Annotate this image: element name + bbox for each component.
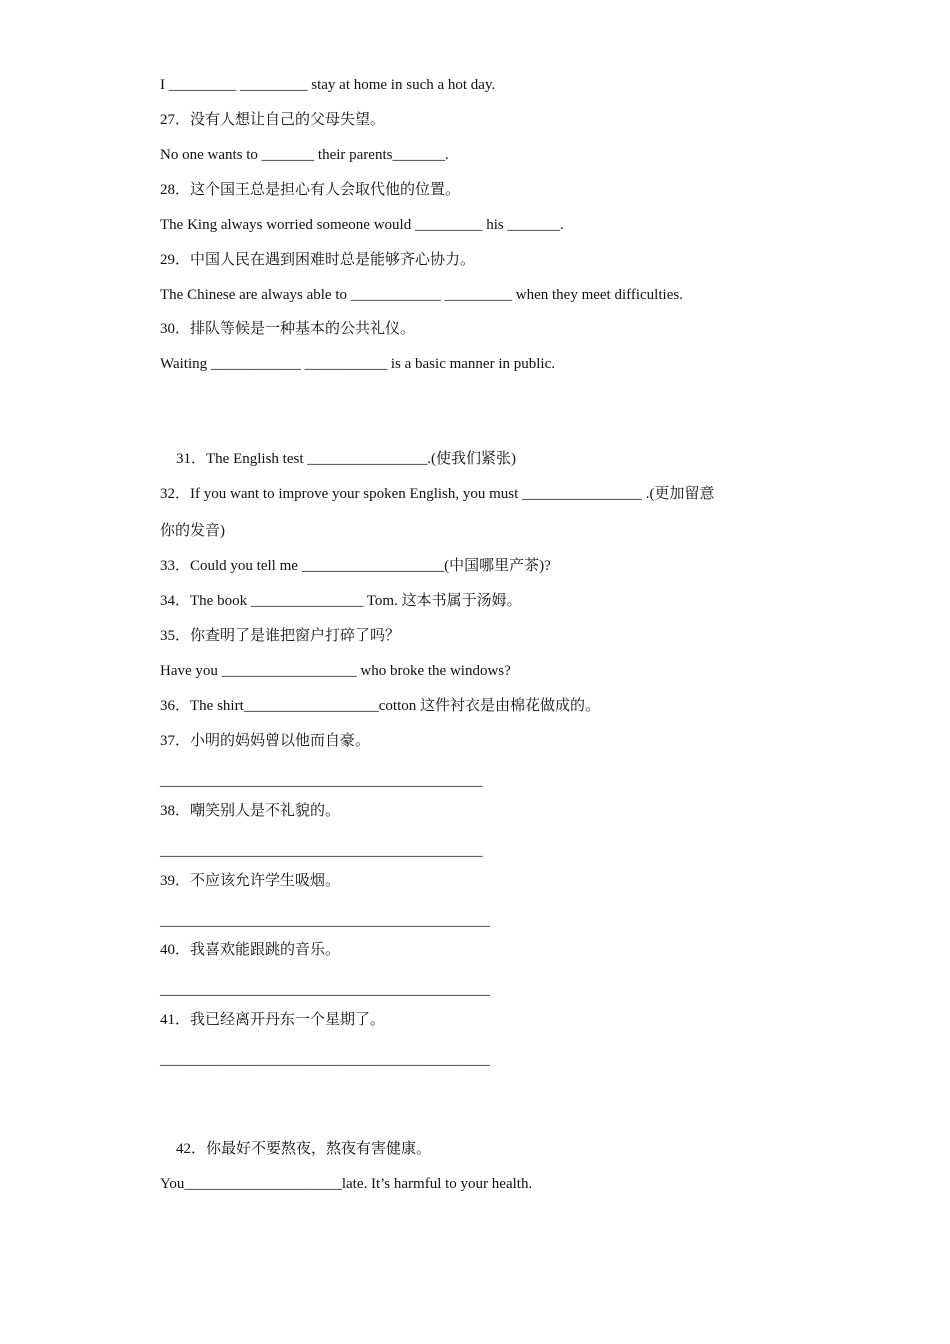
q26-english-line: I _________ _________ stay at home in such a hot day. [160,77,496,93]
q34-line: 34．The book _______________ Tom. 这本书属于汤姆。 [160,593,522,609]
q38-chinese-prompt: 38．嘲笑别人是不礼貌的。 [160,803,341,819]
q39-answer-blank: ____________________________________________ [160,913,490,929]
q36-line: 36．The shirt__________________cotton 这件衬衣是由棉花做成的。 [160,698,600,714]
q42-chinese-prompt: 42．你最好不要熬夜，熬夜有害健康。 [176,1141,432,1157]
q41-answer-blank: ____________________________________________ [160,1052,490,1068]
q30-english-line: Waiting ____________ ___________ is a basic manner in public. [160,356,555,372]
q31-line: 31．The English test ________________.(使我们紧张) [176,451,516,467]
q29-chinese-prompt: 29．中国人民在遇到困难时总是能够齐心协力。 [160,252,476,268]
q27-chinese-prompt: 27．没有人想让自己的父母失望。 [160,112,386,128]
q29-english-line: The Chinese are always able to ____________ _________ when they meet difficulties. [160,287,683,303]
q28-english-line: The King always worried someone would _________ his _______. [160,217,564,233]
q37-answer-blank: ___________________________________________ [160,773,483,789]
q40-answer-blank: ____________________________________________ [160,982,490,998]
q38-answer-blank: ___________________________________________ [160,843,483,859]
q28-chinese-prompt: 28．这个国王总是担心有人会取代他的位置。 [160,182,461,198]
q37-chinese-prompt: 37．小明的妈妈曾以他而自豪。 [160,733,371,749]
q35-chinese-prompt: 35．你查明了是谁把窗户打碎了吗？ [160,628,401,644]
q27-english-line: No one wants to _______ their parents_______. [160,147,449,163]
q32-line-continued: 你的发音) [160,523,225,539]
q32-line: 32．If you want to improve your spoken English, you must ________________ .(更加留意 [160,486,715,502]
q33-line: 33．Could you tell me ___________________(中国哪里产茶)? [160,558,551,574]
q30-chinese-prompt: 30．排队等候是一种基本的公共礼仪。 [160,321,416,337]
q39-chinese-prompt: 39．不应该允许学生吸烟。 [160,873,341,889]
q35-english-line: Have you __________________ who broke the windows? [160,663,511,679]
q40-chinese-prompt: 40．我喜欢能跟跳的音乐。 [160,942,341,958]
q41-chinese-prompt: 41．我已经离开丹东一个星期了。 [160,1012,386,1028]
q42-english-line: You_____________________late. It’s harmful to your health. [160,1176,533,1192]
